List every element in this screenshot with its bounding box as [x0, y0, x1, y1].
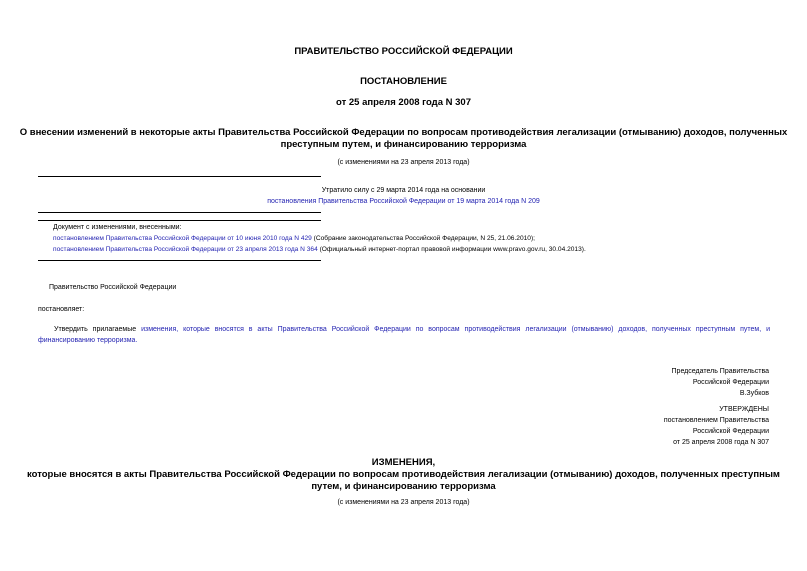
amendment-source: (Собрание законодательства Российской Федерации, N 25, 21.06.2010); [311, 235, 535, 242]
edition-note: (с изменениями на 23 апреля 2013 года) [337, 159, 470, 166]
changes-edition: (с изменениями на 23 апреля 2013 года) [337, 499, 470, 506]
approved-label: УТВЕРЖДЕНЫ [719, 406, 769, 413]
approved-country: Российской Федерации [692, 428, 769, 435]
title-line-2: преступным путем, и финансированию терроризма [280, 139, 527, 150]
changes-heading: ИЗМЕНЕНИЯ, [371, 457, 436, 468]
amendments-intro: Документ с изменениями, внесенными: [53, 224, 182, 231]
changes-line-2: путем, и финансированию терроризма [311, 481, 496, 492]
date-number: от 25 апреля 2008 года N 307 [336, 97, 471, 108]
divider [38, 176, 321, 177]
amendment-link[interactable]: постановлением Правительства Российской Федерации от 10 июня 2010 года N 429 [53, 235, 312, 242]
approved-date: от 25 апреля 2008 года N 307 [673, 439, 769, 446]
approved-by: постановлением Правительства [663, 417, 769, 424]
amendment-item [53, 246, 586, 253]
signature-position: Председатель Правительства [671, 368, 769, 375]
government-label: Правительство Российской Федерации [49, 284, 177, 291]
divider [38, 220, 321, 221]
doc-type-heading: ПОСТАНОВЛЕНИЕ [360, 76, 447, 87]
government-heading: ПРАВИТЕЛЬСТВО РОССИЙСКОЙ ФЕДЕРАЦИИ [294, 46, 513, 57]
changes-line-1: которые вносятся в акты Правительства Российской Федерации по вопросам противодействия легализации (отмыванию) доходов, полученных преступным [27, 469, 780, 480]
repeal-link[interactable]: постановления Правительства Российской Федерации от 19 марта 2014 года N 209 [267, 198, 540, 205]
amendment-item [53, 235, 535, 242]
resolves-text: постановляет: [38, 306, 85, 313]
approve-paragraph [38, 324, 770, 346]
signature-block [672, 366, 769, 399]
approved-block [664, 404, 769, 448]
divider [38, 212, 321, 213]
amendment-source: (Официальный интернет-портал правовой информации www.pravo.gov.ru, 30.04.2013). [317, 246, 586, 253]
amendment-link[interactable]: постановлением Правительства Российской Федерации от 23 апреля 2013 года N 364 [53, 246, 318, 253]
repeal-text: Утратило силу с 29 марта 2014 года на основании [321, 187, 486, 194]
signature-name: В.Зубков [739, 390, 769, 397]
approve-link[interactable]: изменения, которые вносятся в акты Правительства Российской Федерации по вопросам противодействия легализации (отмыванию) доходов, полученных преступным путем, и финансированию терроризма. [38, 326, 770, 344]
divider [38, 260, 321, 261]
title-line-1: О внесении изменений в некоторые акты Правительства Российской Федерации по вопросам противодействия легализации (отмыванию) доходов, полученных [19, 127, 788, 138]
signature-country: Российской Федерации [692, 379, 769, 386]
approve-prefix: Утвердить прилагаемые [54, 326, 142, 333]
